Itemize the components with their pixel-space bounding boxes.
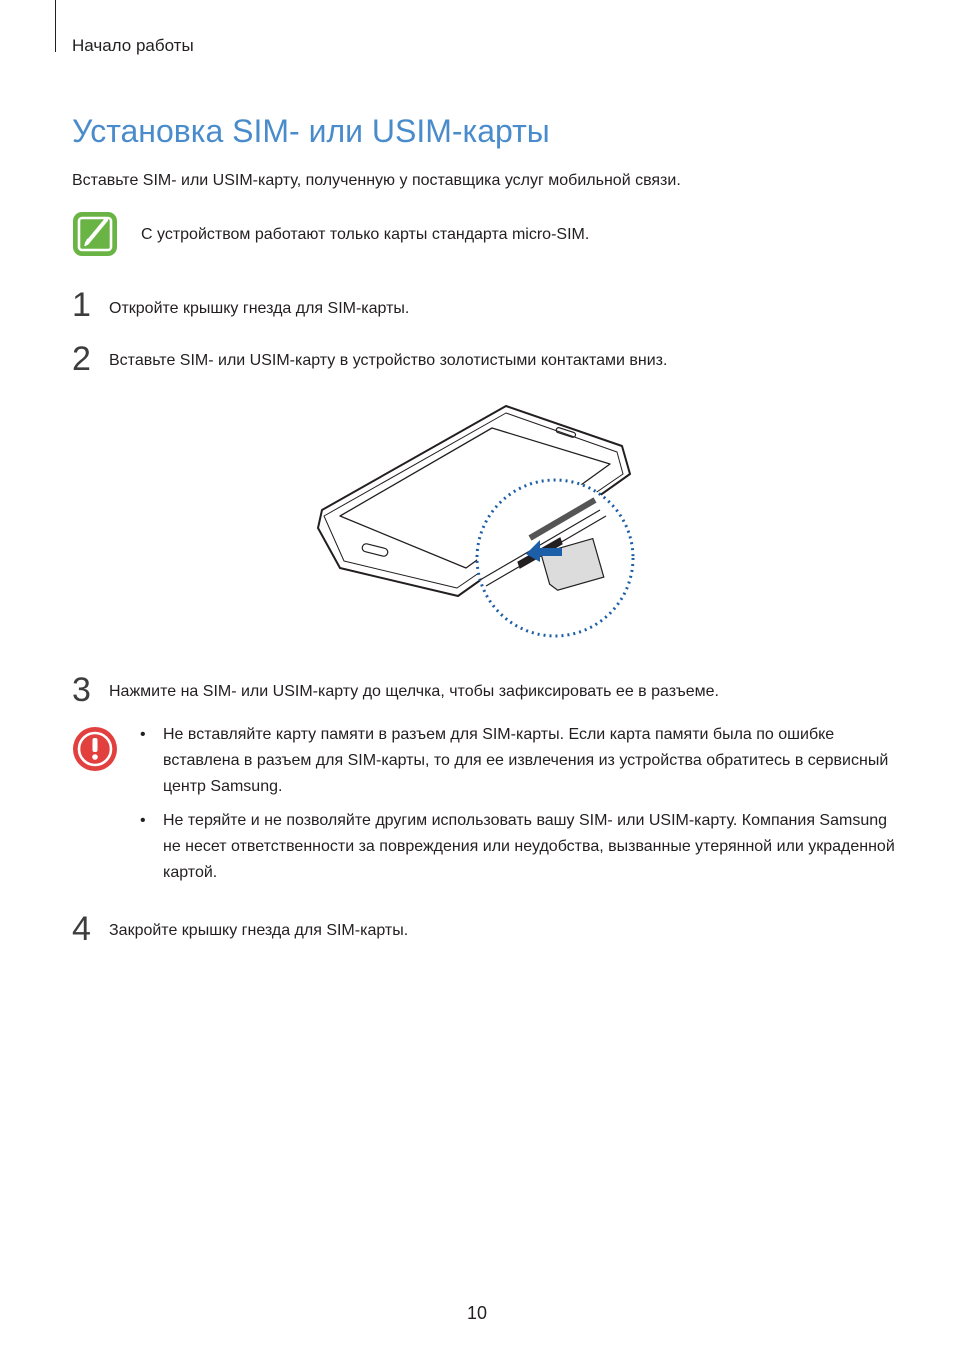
step-text: Откройте крышку гнезда для SIM-карты. <box>109 300 410 317</box>
step-text: Закройте крышку гнезда для SIM-карты. <box>109 922 409 939</box>
caution-item-text: Не теряйте и не позволяйте другим использовать вашу SIM- или USIM-карту. Компания Samsung не несет ответственности за повреждения или неудобства, вызванные утерянной или украденной картой. <box>163 812 895 881</box>
bullet: • <box>140 812 146 829</box>
page-title: Установка SIM- или USIM-карты <box>72 113 550 149</box>
page-number: 10 <box>466 1303 488 1323</box>
note-text: С устройством работают только карты стандарта micro-SIM. <box>141 226 590 243</box>
caution-item <box>140 808 900 886</box>
step-text: Нажмите на SIM- или USIM-карту до щелчка, чтобы зафиксировать ее в разъеме. <box>109 683 719 700</box>
sim-insertion-illustration <box>300 400 640 640</box>
step-number: 3 <box>72 671 91 709</box>
bullet: • <box>140 726 146 743</box>
caution-item <box>140 722 900 800</box>
section-label: Начало работы <box>72 36 194 55</box>
note-pencil-icon <box>72 211 118 257</box>
caution-icon <box>72 726 118 772</box>
intro-text: Вставьте SIM- или USIM-карту, полученную у поставщика услуг мобильной связи. <box>72 172 681 189</box>
caution-list <box>140 722 900 894</box>
caution-item-text: Не вставляйте карту памяти в разъем для SIM-карты. Если карта памяти была по ошибке вставлена в разъем для SIM-карты, то для ее извлечения из устройства обратитесь в сервисный центр Samsung. <box>163 726 889 795</box>
header-rule <box>55 0 56 52</box>
step-number: 1 <box>72 286 91 324</box>
step-text: Вставьте SIM- или USIM-карту в устройство золотистыми контактами вниз. <box>109 352 668 369</box>
step-number: 4 <box>72 910 91 948</box>
step-number: 2 <box>72 340 91 378</box>
